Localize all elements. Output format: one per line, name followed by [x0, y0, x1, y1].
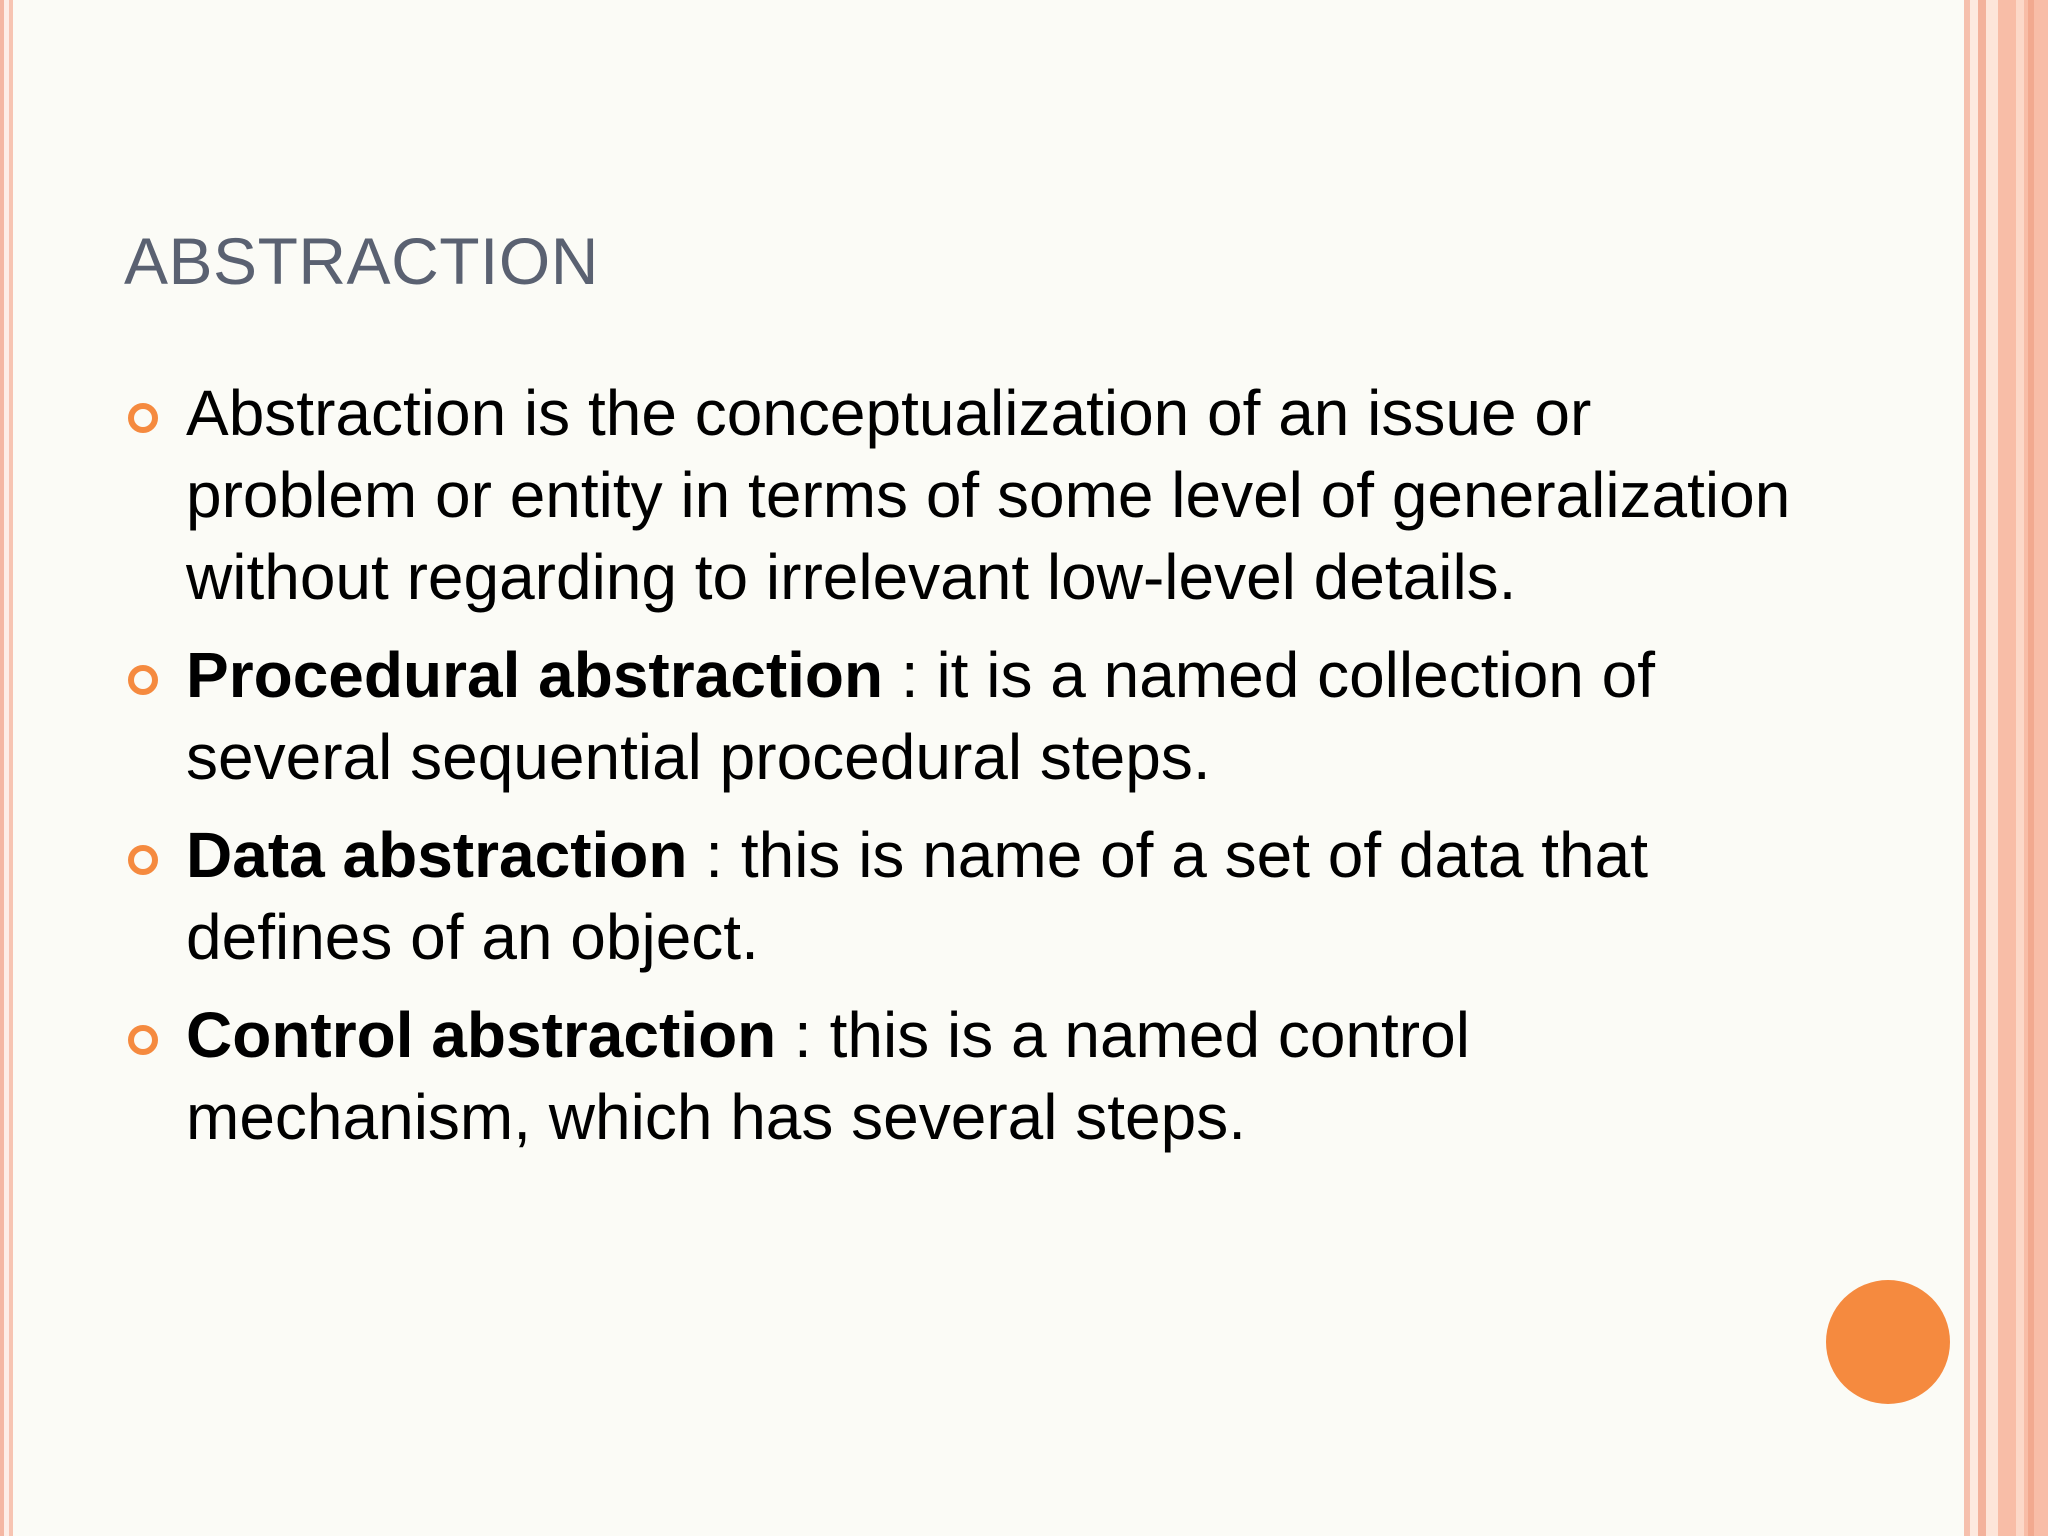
bullet-item-procedural [124, 634, 1804, 798]
bullet-text: : this is a named control mechanism, which has several steps. [186, 999, 1470, 1153]
bullet-item-abstraction [124, 372, 1804, 618]
bullet-term: Control abstraction [186, 999, 777, 1071]
bullet-term: Data abstraction [186, 819, 688, 891]
decorative-circle [1826, 1280, 1950, 1404]
circle-bullet-icon [128, 665, 158, 695]
bullet-text: Abstraction is the conceptualization of an issue or problem or entity in terms of some level of generalization without regarding to irrelevant low-level details. [186, 377, 1791, 613]
stripe-dark [2028, 0, 2034, 1536]
right-border-stripes [1958, 0, 2048, 1536]
bullet-term: Procedural abstraction [186, 639, 884, 711]
stripe-light [2016, 0, 2024, 1536]
bullet-item-data [124, 814, 1804, 978]
bullet-list [124, 372, 1804, 1174]
bullet-text: : it is a named collection of several sequential procedural steps. [186, 639, 1656, 793]
circle-bullet-icon [128, 845, 158, 875]
left-border-stripe [0, 0, 18, 1536]
circle-bullet-icon [128, 1025, 158, 1055]
bullet-text: : this is name of a set of data that defines of an object. [186, 819, 1648, 973]
circle-bullet-icon [128, 403, 158, 433]
bullet-item-control [124, 994, 1804, 1158]
slide-title: ABSTRACTION [124, 224, 599, 298]
